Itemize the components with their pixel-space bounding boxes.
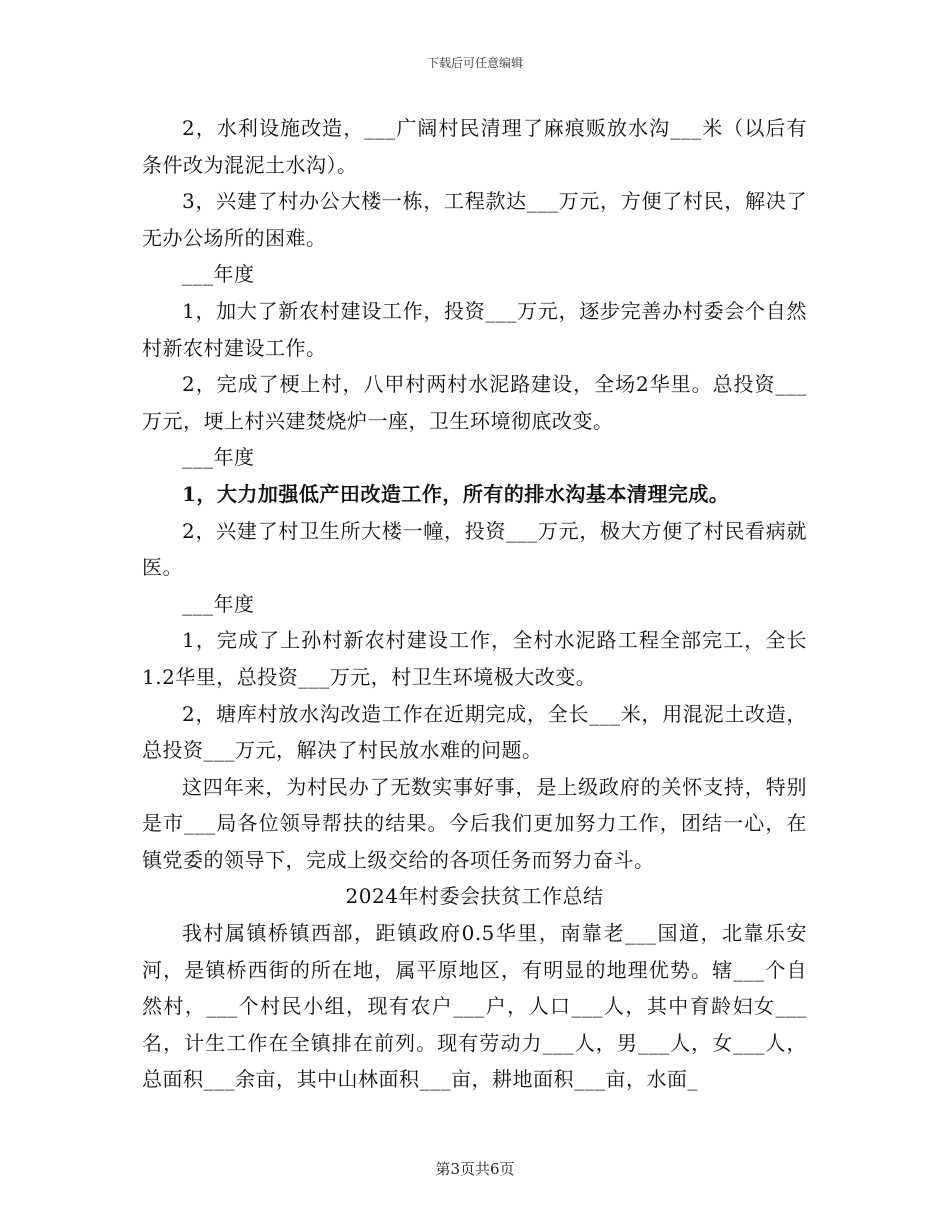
section-title: 2024年村委会扶贫工作总结 (345, 884, 604, 909)
paragraph: 1，完成了上孙村新农村建设工作，全村水泥路工程全部完工，全长1.2华里，总投资___万元，村卫生环境极大改变。 (142, 628, 807, 689)
year-heading: ___年度 (182, 262, 255, 287)
page-header: 下载后可任意编辑 (426, 56, 523, 70)
paragraph: 这四年来，为村民办了无数实事好事，是上级政府的关怀支持，特别是市___局各位领导帮扶的结果。今后我们更加努力工作，团结一心，在镇党委的领导下，完成上级交给的各项任务而努力奋斗。 (142, 774, 807, 872)
paragraph: 1，加大了新农村建设工作，投资___万元，逐步完善办村委会个自然村新农村建设工作。 (142, 298, 807, 360)
section-paragraph: 我村属镇桥镇西部，距镇政府0.5华里，南靠老___国道，北靠乐安河，是镇桥西街的所在地，属平原地区，有明显的地理优势。辖___个自然村，___个村民小组，现有农户___户，人口___人，其中育龄妇女___名，计生工作在全镇排在前列。现有劳动力___人，男___人，女___人，总面积___余亩，其中山林面积___亩，耕地面积___亩，水面_ (142, 921, 807, 1092)
paragraph: 2，塘库村放水沟改造工作在近期完成，全长___米，用混泥土改造，总投资___万元，解决了村民放水难的问题。 (142, 701, 807, 763)
year-heading: ___年度 (182, 591, 255, 616)
paragraph-bold: 1，大力加强低产田改造工作，所有的排水沟基本清理完成。 (182, 481, 730, 506)
paragraph: 2，兴建了村卫生所大楼一幢，投资___万元，极大方便了村民看病就医。 (142, 518, 807, 580)
paragraph: 2，完成了梗上村，八甲村两村水泥路建设，全场2华里。总投资___万元，埂上村兴建焚烧炉一座，卫生环境彻底改变。 (142, 372, 807, 433)
paragraph: 3，兴建了村办公大楼一栋，工程款达___万元，方便了村民，解决了无办公场所的困难。 (142, 189, 807, 250)
page-footer: 第3页共6页 (435, 1160, 515, 1178)
year-heading: ___年度 (182, 445, 255, 470)
document-body (142, 110, 807, 1098)
paragraph: 2，水利设施改造，___广阔村民清理了麻痕贩放水沟___米（以后有条件改为混泥土水沟）。 (142, 116, 807, 177)
